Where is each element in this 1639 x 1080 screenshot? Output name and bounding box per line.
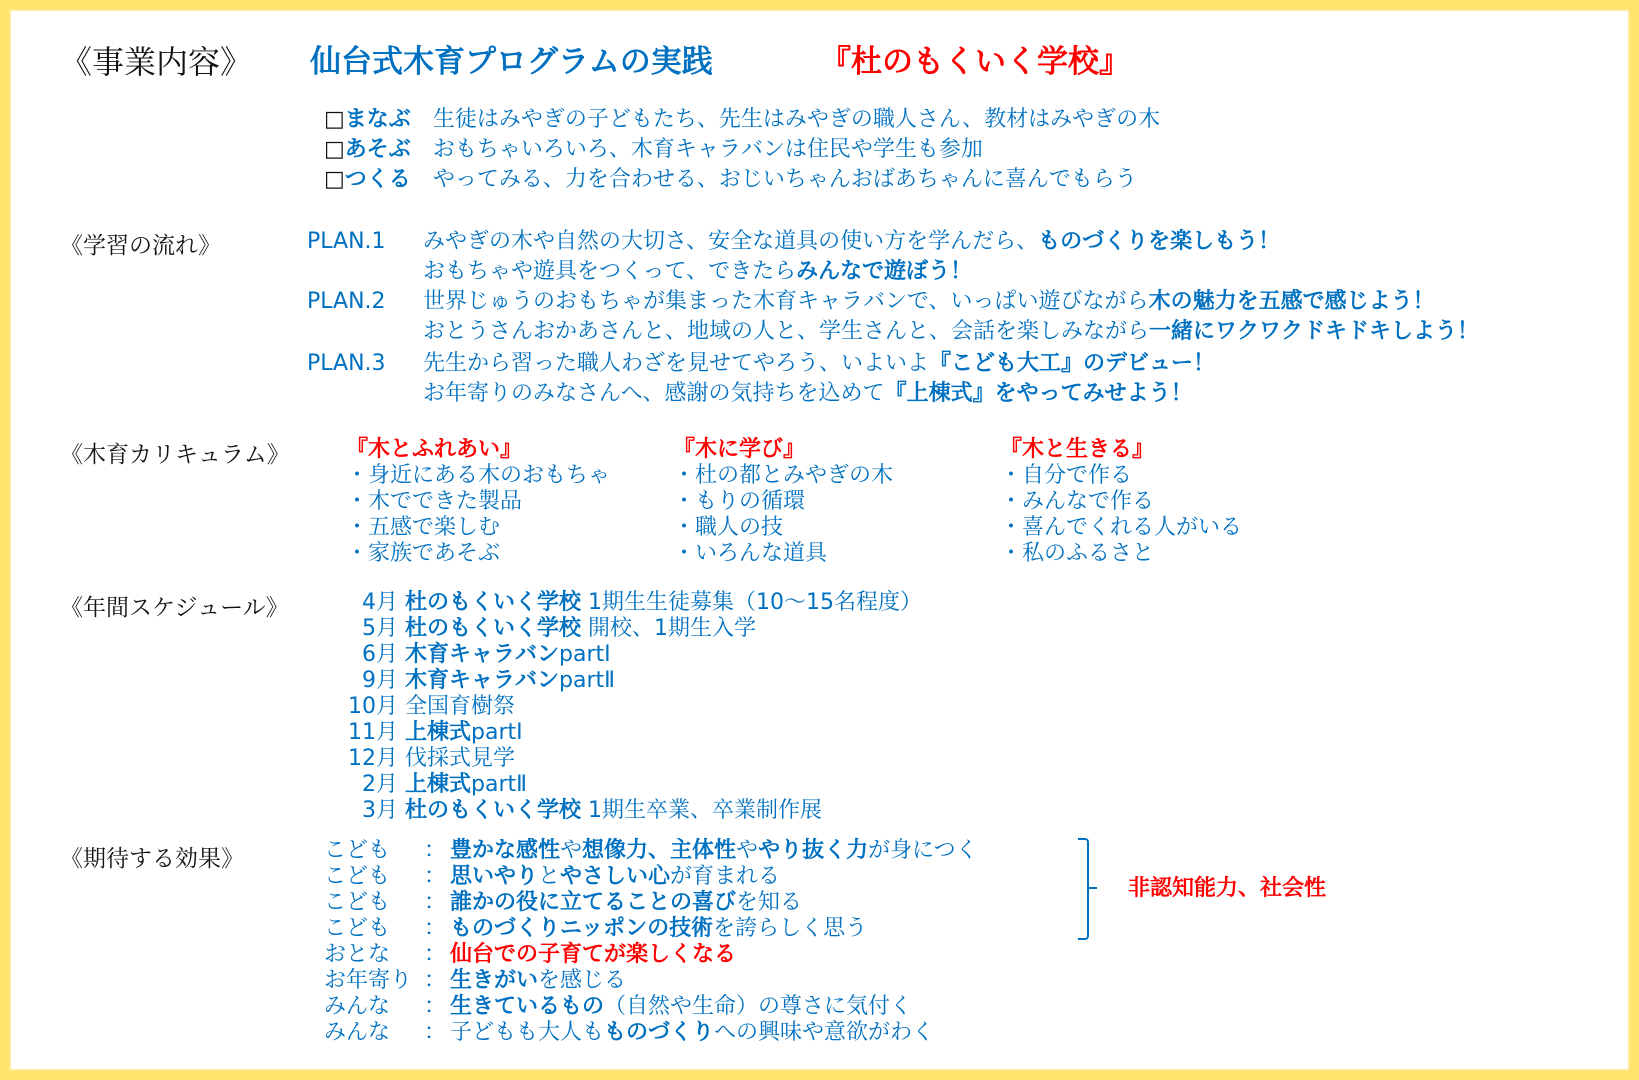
schedule-event-text: partⅠ [471,720,523,745]
schedule-row [326,772,527,798]
schedule-row [326,642,611,668]
plan-line [423,351,1215,377]
effect-highlight: 思いやり [450,864,539,889]
schedule-month: 11月 [348,720,398,745]
effect-who: お年寄り [324,968,413,993]
effect-who: こども [324,916,391,941]
effect-row [324,1020,934,1046]
effect-who: みんな [324,1020,391,1045]
plan-label: PLAN.1 [307,229,386,254]
schedule-month: 2月 [362,772,398,797]
effect-highlight: 生きがい [450,968,539,993]
effect-highlight: 仙台での子育てが楽しくなる [450,942,737,967]
effects-summary-label: 非認知能力、社会性 [1128,876,1327,901]
plan-highlight: ものづくりを楽しもう！ [1038,229,1281,254]
schedule-event-bold: 杜のもくいく学校 [405,616,582,641]
pillar-label: あそぶ [344,137,411,162]
schedule-row [326,668,615,694]
plan-line [423,319,1479,345]
plan-line [423,229,1280,255]
effect-colon: ： [424,994,447,1019]
pillar-text: おもちゃいろいろ、木育キャラバンは住民や学生も参加 [432,137,983,162]
curriculum-item: ・私のふるさと [1000,541,1155,566]
plan-text: みやぎの木や自然の大切さ、安全な道具の使い方を学んだら、 [423,229,1039,254]
plan-highlight: 一緒にワクワクドキドキしよう！ [1149,319,1480,344]
effect-highlight: やり抜く力 [758,838,869,863]
schedule-row [326,746,515,772]
effect-row [324,968,626,994]
pillar-row [324,167,1137,193]
effect-text: を知る [736,890,803,915]
effect-who: みんな [324,994,391,1019]
effect-text: が育まれる [670,864,781,889]
curriculum-item: ・五感で楽しむ [346,515,501,540]
schedule-section-label: 《年間スケジュール》 [60,595,289,621]
schedule-row [326,694,515,720]
schedule-month: 9月 [362,668,398,693]
schedule-month: 3月 [362,798,398,823]
pillar-text: 生徒はみやぎの子どもたち、先生はみやぎの職人さん、教材はみやぎの木 [432,107,1161,132]
business-section-label: 《事業内容》 [60,43,253,81]
effect-text: や [736,838,759,863]
curriculum-column [673,437,893,567]
plan-line [423,259,972,285]
curriculum-column [1000,437,1242,567]
plan-text: お年寄りのみなさんへ、感謝の気持ちを込めて [423,381,885,406]
effect-row [324,942,736,968]
effect-highlight: ものづくり [604,1020,715,1045]
effect-row [324,890,802,916]
checkbox-icon: □ [324,167,345,192]
effects-bracket [1078,838,1089,940]
curriculum-item: ・喜んでくれる人がいる [1000,515,1243,540]
effect-highlight: やさしい心 [560,864,671,889]
schedule-row [326,616,756,642]
schedule-event-bold: 杜のもくいく学校 [405,590,582,615]
effect-highlight: 誰かの役に立てることの喜び [450,890,737,915]
plan-label: PLAN.2 [307,289,386,314]
plan-text: おとうさんおかあさんと、地域の人と、学生さんと、会話を楽しみながら [423,319,1150,344]
effect-row [324,838,978,864]
plan-text: 世界じゅうのおもちゃが集まった木育キャラバンで、いっぱい遊びながら [423,289,1149,314]
curriculum-item: ・自分で作る [1000,463,1133,488]
curriculum-item: ・みんなで作る [1000,489,1155,514]
plan-line [423,289,1435,315]
effect-who: おとな [324,942,391,967]
effect-text: への興味や意欲がわく [714,1020,935,1045]
schedule-event-text: 伐採式見学 [405,746,516,771]
schedule-event-bold: 木育キャラバン [405,642,560,667]
effects-section-label: 《期待する効果》 [60,846,244,872]
schedule-month: 10月 [348,694,398,719]
effect-who: こども [324,864,391,889]
schedule-month: 12月 [348,746,398,771]
curriculum-title: 『木とふれあい』 [346,437,523,462]
effect-highlight: 生きているもの [450,994,605,1019]
pillar-text: やってみる、力を合わせる、おじいちゃんおばあちゃんに喜んでもらう [432,167,1137,192]
schedule-month: 6月 [362,642,398,667]
schedule-event-text: 1期生生徒募集（10～15名程度） [581,590,922,615]
effect-row [324,916,867,942]
pillar-row [324,107,1160,133]
effect-colon: ： [424,942,447,967]
schedule-event-text: partⅡ [559,668,615,693]
effect-highlight: ものづくりニッポンの技術 [450,916,714,941]
flow-section-label: 《学習の流れ》 [60,233,221,259]
plan-label: PLAN.3 [307,351,386,376]
page-title: 仙台式木育プログラムの実践 [310,44,713,80]
schedule-row [326,590,922,616]
plan-text: おもちゃや遊具をつくって、できたら [423,259,797,284]
checkbox-icon: □ [324,137,345,162]
schedule-event-bold: 上棟式 [405,772,472,797]
effect-colon: ： [424,838,447,863]
effect-highlight: 豊かな感性 [450,838,561,863]
effect-who: こども [324,838,391,863]
plan-line [423,381,1193,407]
curriculum-section-label: 《木育カリキュラム》 [60,442,290,468]
curriculum-item: ・もりの循環 [673,489,806,514]
pillar-row [324,137,983,163]
effect-colon: ： [424,1020,447,1045]
effects-bracket-tip [1089,887,1097,889]
curriculum-item: ・いろんな道具 [673,541,828,566]
curriculum-column [346,437,610,567]
schedule-row [326,720,523,746]
plan-highlight: 『上棟式』をやってみせよう！ [884,381,1193,406]
effect-text: を誇らしく思う [713,916,868,941]
effect-who: こども [324,890,391,915]
schedule-event-bold: 木育キャラバン [405,668,560,693]
effect-row [324,994,912,1020]
page-subtitle: 『杜のもくいく学校』 [820,44,1130,80]
effect-text: や [560,838,583,863]
curriculum-title: 『木と生きる』 [1000,437,1155,462]
effect-highlight: 想像力、主体性 [582,838,737,863]
curriculum-item: ・木でできた製品 [346,489,523,514]
checkbox-icon: □ [324,107,345,132]
effect-colon: ： [424,864,447,889]
curriculum-item: ・家族であそぶ [346,541,501,566]
plan-highlight: 『こども大工』のデビュー！ [929,351,1216,376]
schedule-month: 5月 [362,616,398,641]
curriculum-title: 『木に学び』 [673,437,806,462]
schedule-event-text: partⅠ [559,642,611,667]
schedule-event-text: 全国育樹祭 [405,694,516,719]
pillar-label: まなぶ [344,107,411,132]
curriculum-item: ・職人の技 [673,515,784,540]
schedule-event-text: 1期生卒業、卒業制作展 [581,798,823,823]
effect-text: （自然や生命）の尊さに気付く [604,994,913,1019]
effect-colon: ： [424,916,447,941]
schedule-row [326,798,822,824]
plan-highlight: みんなで遊ぼう！ [796,259,973,284]
curriculum-item: ・身近にある木のおもちゃ [346,463,611,488]
plan-highlight: 木の魅力を五感で感じよう！ [1148,289,1435,314]
effect-row [324,864,780,890]
pillar-label: つくる [344,167,411,192]
schedule-event-bold: 上棟式 [405,720,472,745]
schedule-month: 4月 [362,590,398,615]
effect-colon: ： [424,968,447,993]
effect-text: 子どもも大人も [450,1020,605,1045]
curriculum-item: ・杜の都とみやぎの木 [673,463,894,488]
effect-colon: ： [424,890,447,915]
schedule-event-text: 開校、1期生入学 [581,616,757,641]
effect-text: が身につく [868,838,978,863]
effect-text: を感じる [538,968,627,993]
effect-text: と [538,864,561,889]
plan-text: 先生から習った職人わざを見せてやろう、いよいよ [423,351,930,376]
schedule-event-bold: 杜のもくいく学校 [405,798,582,823]
schedule-event-text: partⅡ [471,772,527,797]
